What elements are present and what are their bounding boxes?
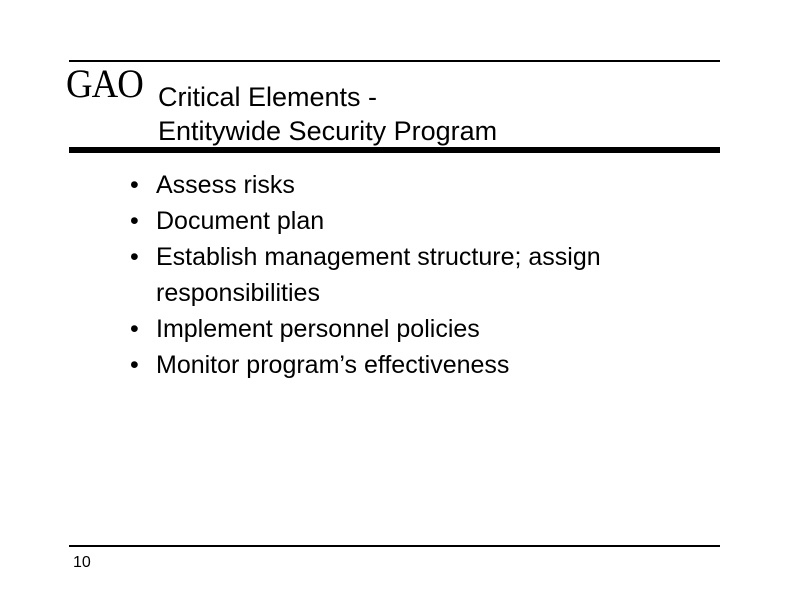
bullet-icon: • <box>130 207 139 235</box>
bullet-text: Implement personnel policies <box>156 315 480 343</box>
top-rule <box>69 60 720 62</box>
bullet-item <box>130 203 601 239</box>
bullet-text: Monitor program’s effectiveness <box>156 351 510 379</box>
bullet-item <box>130 311 601 347</box>
bullet-text-continuation: responsibilities <box>156 279 320 307</box>
bullet-item <box>130 347 601 383</box>
bullet-text: Establish management structure; assign <box>156 243 601 271</box>
bullet-text: Assess risks <box>156 171 295 199</box>
bullet-icon: • <box>130 171 139 199</box>
footer-rule <box>69 545 720 547</box>
gao-logo: GAO <box>66 61 143 106</box>
page-number: 10 <box>73 554 91 571</box>
title-line-1: Critical Elements - <box>158 82 378 112</box>
bullet-icon: • <box>130 351 139 379</box>
bullet-item <box>130 239 601 311</box>
title-underline-rule <box>69 147 720 153</box>
bullet-item <box>130 167 601 203</box>
slide-title <box>158 80 497 148</box>
bullet-icon: • <box>130 243 139 271</box>
bullet-list <box>130 167 601 383</box>
title-line-2: Entitywide Security Program <box>158 116 498 146</box>
bullet-text: Document plan <box>156 207 325 235</box>
bullet-icon: • <box>130 315 139 343</box>
